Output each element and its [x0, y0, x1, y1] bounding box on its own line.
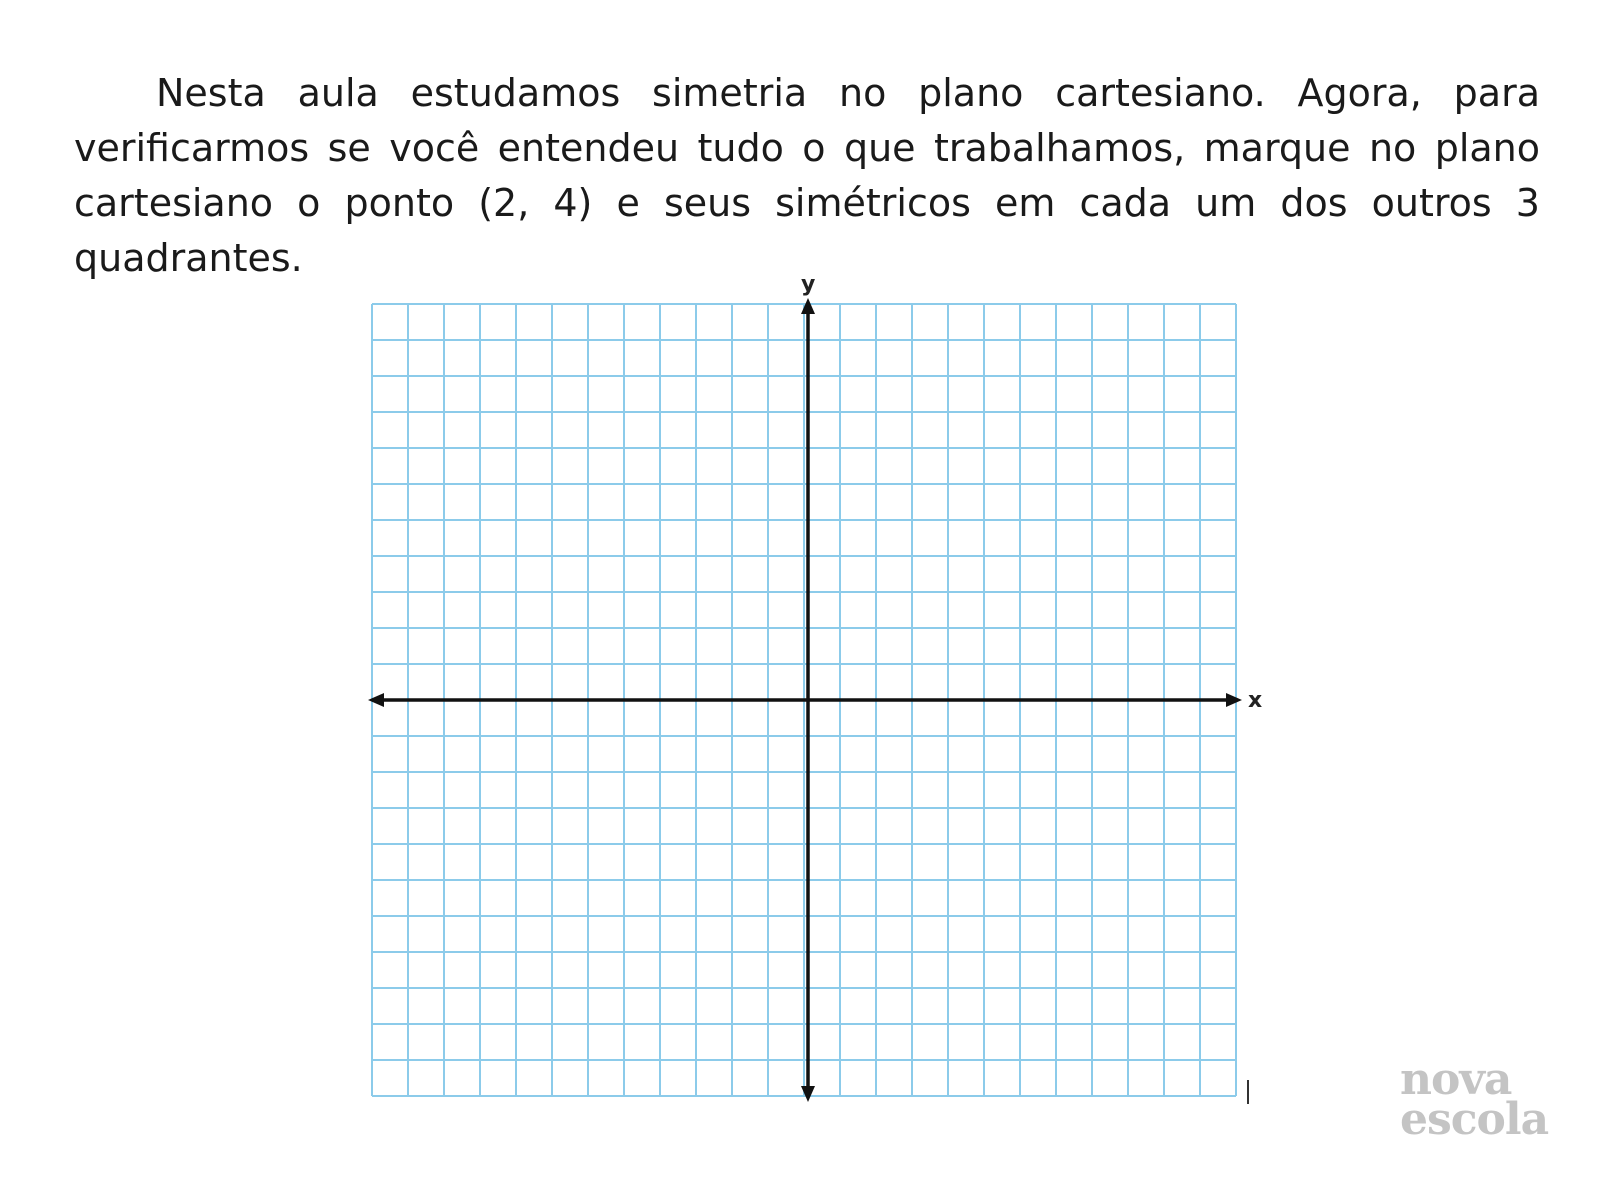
- nova-escola-logo: [1400, 1054, 1560, 1145]
- logo-line-1: nova: [1400, 1054, 1512, 1105]
- y-axis-label: y: [801, 272, 816, 297]
- instructions-text: Nesta aula estudamos simetria no plano cartesiano. Agora, para verificarmos se você entendeu tudo o que trabalhamos, marque no plano cartesiano o ponto (2, 4) e seus simétricos em cada um dos outros 3 quadrantes.: [74, 71, 1540, 280]
- x-axis-label: x: [1248, 688, 1263, 713]
- x-axis-right-arrow-icon: [1226, 693, 1242, 707]
- x-axis-left-arrow-icon: [368, 693, 384, 707]
- logo-line-2: escola: [1400, 1094, 1549, 1145]
